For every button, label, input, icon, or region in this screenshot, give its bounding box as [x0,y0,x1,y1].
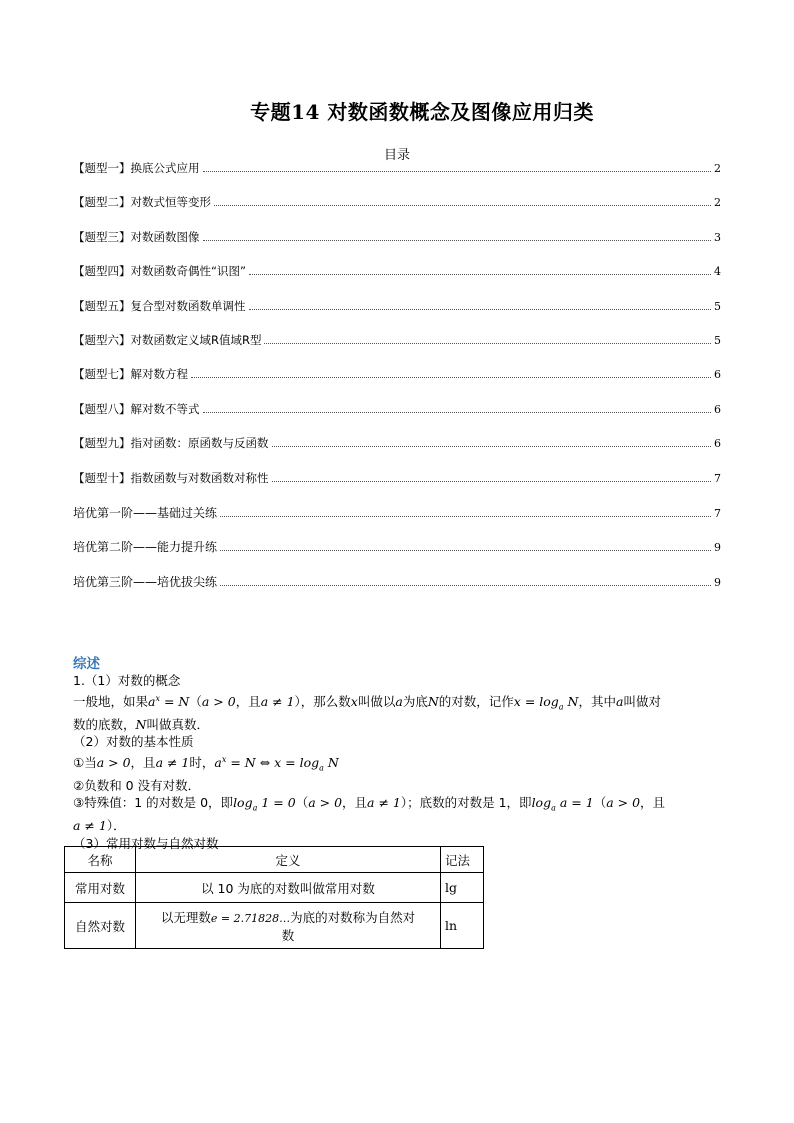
body-line: 1.（1）对数的概念 [73,673,181,688]
body-line: 一般地，如果$a^x = N(a > 0$，且a ≠ 1），那么数x叫做以a为底N的对数，记作$x = \log_a N$，其中a叫做对 [73,693,661,712]
toc-item[interactable]: 培优第三阶——培优拔尖练 9 [73,574,721,589]
toc-item[interactable]: 【题型九】指对函数：原函数与反函数 6 [73,436,721,451]
toc-item[interactable]: 培优第一阶——基础过关练 7 [73,505,721,520]
leader-dots [203,171,712,172]
body-line: （2）对数的基本性质 [73,734,194,750]
cell-definition: 以无理数e = 2.71828…为底的对数称为自然对 数 [136,903,441,949]
leader-dots [249,274,711,275]
cell-name: 自然对数 [65,903,136,949]
table-row [65,903,484,949]
toc-item[interactable]: 培优第二阶——能力提升练 9 [73,540,721,555]
table-header-row [65,847,484,873]
leader-dots [220,550,711,551]
leader-dots [264,343,711,344]
table-of-contents [73,160,721,607]
leader-dots [203,412,712,413]
body-line: a ≠ 1）． [73,818,126,834]
body-line: 数的底数，N叫做真数． [73,716,209,732]
toc-heading: 目录 [383,148,410,163]
body-line: ③特殊值：1 的对数是 0，即$\log_a 1 = 0(a > 0$，且a ≠ 1）；底数的对数是 1，即$\log_a a = 1(a > 0$，且 [73,795,666,813]
toc-item[interactable]: 【题型一】换底公式应用 2 [73,161,721,175]
log-definitions-table [64,846,484,949]
leader-dots [203,240,712,241]
body-line: ①当a > 0，且a ≠ 1时，$a^x = N$ ⇔ $x = \log_a N$ [73,754,339,773]
cell-notation: lg [441,873,484,903]
body-line: ②负数和 0 没有对数． [73,777,201,793]
leader-dots [272,446,712,447]
toc-item[interactable]: 【题型四】对数函数奇偶性“识图” 4 [73,264,721,279]
toc-item[interactable]: 【题型六】对数函数定义域R值域R型 5 [73,332,721,347]
leader-dots [220,516,711,517]
leader-dots [272,481,712,482]
toc-item[interactable]: 【题型五】复合型对数函数单调性 5 [73,298,721,313]
toc-item[interactable]: 【题型三】对数函数图像 3 [73,229,721,244]
table-row [65,873,484,903]
toc-item[interactable]: 【题型八】解对数不等式 6 [73,401,721,416]
leader-dots [191,377,711,378]
body-line: （3）常用对数与自然对数 [73,835,219,851]
cell-notation: ln [441,903,484,949]
leader-dots [249,309,712,310]
toc-item[interactable]: 【题型二】对数式恒等变形 2 [73,195,721,210]
section-heading: 综述 [73,656,100,672]
column-header: 记法 [441,847,484,873]
leader-dots [220,585,711,586]
column-header: 名称 [65,847,136,873]
summary-body [73,672,723,852]
toc-item[interactable]: 【题型十】指数函数与对数函数对称性 7 [73,470,721,485]
leader-dots [214,205,711,206]
toc-item[interactable]: 【题型七】解对数方程 6 [73,367,721,382]
column-header: 定义 [136,847,441,873]
cell-name: 常用对数 [65,873,136,903]
page-title: 专题14 对数函数概念及图像应用归类 [250,100,594,124]
cell-definition: 以 10 为底的对数叫做常用对数 [136,873,441,903]
